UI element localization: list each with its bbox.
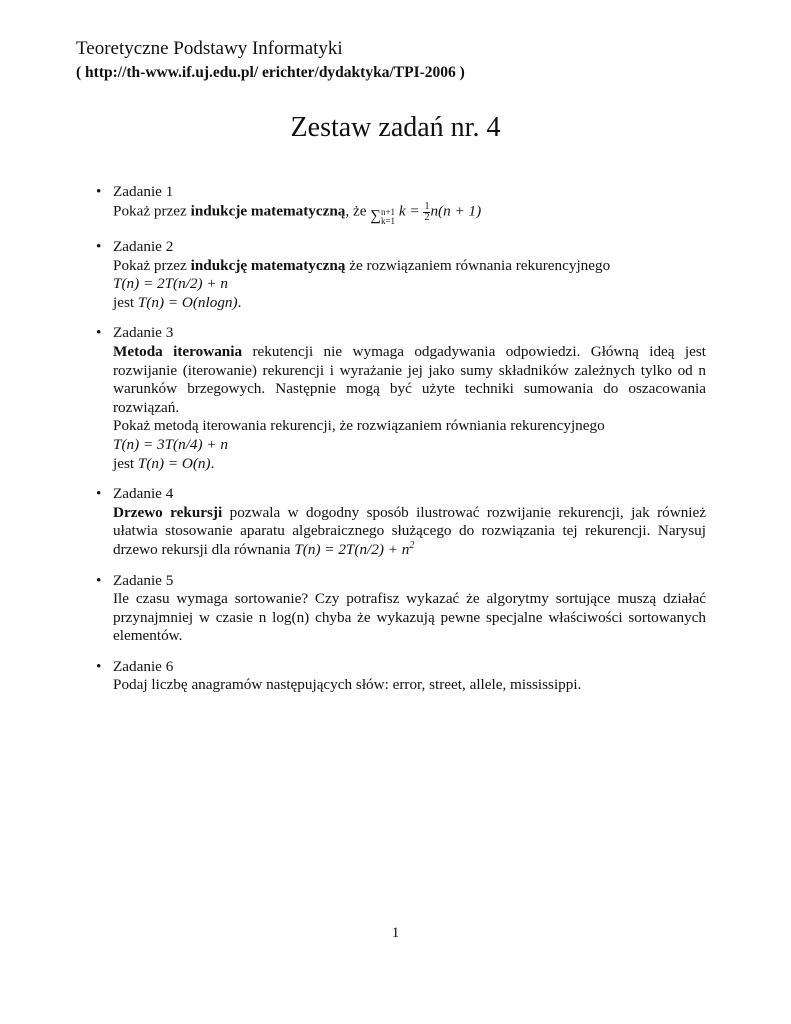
task-body: Pokaż przez indukcje matematyczną, że ∑ n+1 k=1 k = $\frac{1}{2}$ n(n + 1) — [113, 200, 482, 226]
task-label: Zadanie 4 — [113, 485, 174, 503]
task-label: Zadanie 3 — [113, 324, 174, 342]
task-body: Metoda iterowania rekutencji nie wymaga odgadywania odpowiedzi. Główną ideą jest rozwijanie (iterowanie) rekurencji i wyrażanie jej jako sumy składników zależnych tylko od n warunków brzegowych. Następnie mogą być użyte techniki sumowania do oszacowania rozwiązań. — [113, 342, 706, 416]
course-title: Teoretyczne Podstawy Informatyki — [76, 38, 343, 59]
page-title: Zestaw zadań nr. 4 — [290, 112, 501, 143]
task-5 — [96, 572, 706, 646]
fraction: $\frac{1}{2}$ — [424, 200, 430, 223]
bullet-icon: • — [96, 571, 102, 589]
task-instruction: Pokaż metodą iterowania rekurencji, że rozwiązaniem równiania rekurencyjnego — [113, 417, 605, 435]
task-list — [96, 183, 706, 707]
task-label: Zadanie 2 — [113, 238, 174, 255]
bullet-icon: • — [96, 238, 102, 255]
task-4 — [96, 485, 706, 559]
task-6 — [96, 658, 706, 695]
task-body: Ile czasu wymaga sortowanie? Czy potrafisz wykazać że algorytmy sortujące muszą działać przynajmniej w czasie n log(n) chyba że wykazują pewne specjalne właściwości sortowanych elementów. — [113, 590, 706, 645]
bullet-icon: • — [96, 324, 102, 342]
task-result: jest T(n) = O(nlogn). — [113, 293, 242, 311]
bullet-icon: • — [96, 485, 102, 503]
task-1 — [96, 183, 706, 226]
equation: T(n) = 2T(n/2) + n — [113, 275, 228, 293]
equation: T(n) = 3T(n/4) + n — [113, 435, 228, 453]
summation: ∑ n+1 k=1 — [370, 206, 396, 226]
page-number: 1 — [391, 925, 400, 941]
task-body: Pokaż przez indukcję matematyczną że rozwiązaniem równania rekurencyjnego — [113, 256, 611, 274]
task-body: Podaj liczbę anagramów następujących słów: error, street, allele, mississippi. — [113, 676, 582, 694]
bullet-icon: • — [96, 183, 102, 200]
task-2 — [96, 238, 706, 312]
task-result: jest T(n) = O(n). — [113, 454, 215, 472]
task-label: Zadanie 6 — [113, 657, 174, 675]
bullet-icon: • — [96, 657, 102, 675]
task-label: Zadanie 5 — [113, 571, 174, 589]
course-url: ( http://th-www.if.uj.edu.pl/ erichter/dydaktyka/TPI-2006 ) — [76, 64, 465, 81]
task-body: Drzewo rekursji pozwala w dogodny sposób ilustrować rozwijanie rekurencji, jak również ułatwia stosowanie aparatu algebraicznego służącego do rozwiązania tej rekurencji. Narysuj drzewo rekursji dla równania $T(n) = 2T(n/2) + n^2$ — [113, 503, 707, 558]
task-3 — [96, 324, 706, 473]
task-label: Zadanie 1 — [113, 183, 174, 200]
